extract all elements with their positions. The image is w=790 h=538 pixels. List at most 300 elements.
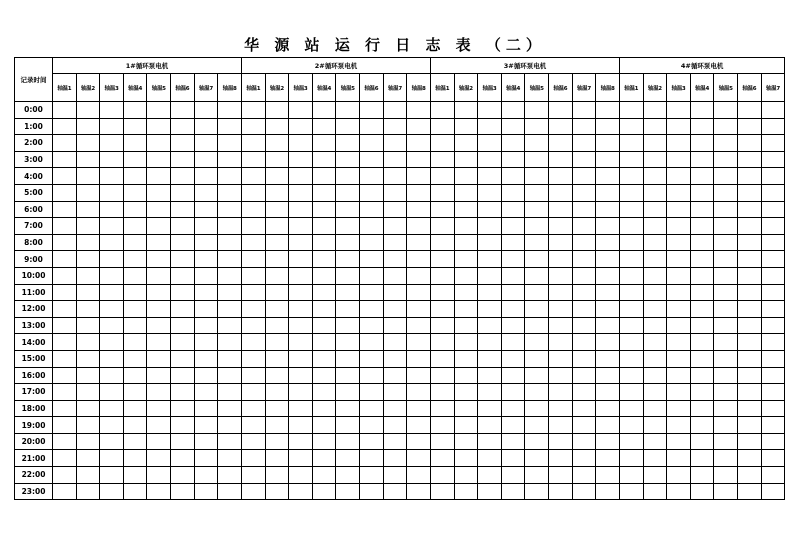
data-cell[interactable] xyxy=(667,417,691,434)
data-cell[interactable] xyxy=(383,467,407,484)
data-cell[interactable] xyxy=(336,184,360,201)
data-cell[interactable] xyxy=(53,184,77,201)
data-cell[interactable] xyxy=(241,301,265,318)
data-cell[interactable] xyxy=(714,301,738,318)
data-cell[interactable] xyxy=(194,234,218,251)
data-cell[interactable] xyxy=(690,284,714,301)
data-cell[interactable] xyxy=(407,234,431,251)
data-cell[interactable] xyxy=(501,135,525,152)
data-cell[interactable] xyxy=(690,251,714,268)
data-cell[interactable] xyxy=(123,483,147,500)
data-cell[interactable] xyxy=(312,400,336,417)
data-cell[interactable] xyxy=(53,102,77,119)
data-cell[interactable] xyxy=(241,417,265,434)
data-cell[interactable] xyxy=(714,317,738,334)
data-cell[interactable] xyxy=(147,102,171,119)
data-cell[interactable] xyxy=(619,417,643,434)
data-cell[interactable] xyxy=(549,251,573,268)
data-cell[interactable] xyxy=(265,184,289,201)
data-cell[interactable] xyxy=(194,384,218,401)
data-cell[interactable] xyxy=(218,450,242,467)
data-cell[interactable] xyxy=(643,483,667,500)
data-cell[interactable] xyxy=(241,267,265,284)
data-cell[interactable] xyxy=(761,301,785,318)
data-cell[interactable] xyxy=(643,184,667,201)
data-cell[interactable] xyxy=(265,301,289,318)
data-cell[interactable] xyxy=(596,102,620,119)
data-cell[interactable] xyxy=(76,135,100,152)
data-cell[interactable] xyxy=(430,450,454,467)
data-cell[interactable] xyxy=(265,284,289,301)
data-cell[interactable] xyxy=(360,400,384,417)
data-cell[interactable] xyxy=(147,118,171,135)
data-cell[interactable] xyxy=(454,317,478,334)
data-cell[interactable] xyxy=(430,118,454,135)
data-cell[interactable] xyxy=(596,151,620,168)
data-cell[interactable] xyxy=(194,450,218,467)
data-cell[interactable] xyxy=(407,251,431,268)
data-cell[interactable] xyxy=(525,251,549,268)
data-cell[interactable] xyxy=(100,350,124,367)
data-cell[interactable] xyxy=(218,334,242,351)
data-cell[interactable] xyxy=(171,301,195,318)
data-cell[interactable] xyxy=(619,400,643,417)
data-cell[interactable] xyxy=(194,433,218,450)
data-cell[interactable] xyxy=(525,483,549,500)
data-cell[interactable] xyxy=(194,102,218,119)
data-cell[interactable] xyxy=(501,267,525,284)
data-cell[interactable] xyxy=(478,384,502,401)
data-cell[interactable] xyxy=(383,168,407,185)
data-cell[interactable] xyxy=(383,201,407,218)
data-cell[interactable] xyxy=(690,367,714,384)
data-cell[interactable] xyxy=(76,234,100,251)
data-cell[interactable] xyxy=(407,201,431,218)
data-cell[interactable] xyxy=(478,400,502,417)
data-cell[interactable] xyxy=(643,450,667,467)
data-cell[interactable] xyxy=(761,350,785,367)
data-cell[interactable] xyxy=(407,467,431,484)
data-cell[interactable] xyxy=(76,267,100,284)
data-cell[interactable] xyxy=(407,334,431,351)
data-cell[interactable] xyxy=(123,135,147,152)
data-cell[interactable] xyxy=(289,433,313,450)
data-cell[interactable] xyxy=(312,467,336,484)
data-cell[interactable] xyxy=(667,118,691,135)
data-cell[interactable] xyxy=(643,151,667,168)
data-cell[interactable] xyxy=(241,433,265,450)
data-cell[interactable] xyxy=(312,450,336,467)
data-cell[interactable] xyxy=(218,317,242,334)
data-cell[interactable] xyxy=(549,367,573,384)
data-cell[interactable] xyxy=(407,417,431,434)
data-cell[interactable] xyxy=(312,135,336,152)
data-cell[interactable] xyxy=(596,367,620,384)
data-cell[interactable] xyxy=(171,201,195,218)
data-cell[interactable] xyxy=(643,168,667,185)
data-cell[interactable] xyxy=(714,201,738,218)
data-cell[interactable] xyxy=(714,218,738,235)
data-cell[interactable] xyxy=(501,483,525,500)
data-cell[interactable] xyxy=(549,334,573,351)
data-cell[interactable] xyxy=(478,433,502,450)
data-cell[interactable] xyxy=(525,267,549,284)
data-cell[interactable] xyxy=(53,301,77,318)
data-cell[interactable] xyxy=(454,118,478,135)
data-cell[interactable] xyxy=(501,168,525,185)
data-cell[interactable] xyxy=(53,118,77,135)
data-cell[interactable] xyxy=(738,267,762,284)
data-cell[interactable] xyxy=(549,102,573,119)
data-cell[interactable] xyxy=(549,467,573,484)
data-cell[interactable] xyxy=(171,251,195,268)
data-cell[interactable] xyxy=(714,284,738,301)
data-cell[interactable] xyxy=(336,334,360,351)
data-cell[interactable] xyxy=(478,334,502,351)
data-cell[interactable] xyxy=(53,334,77,351)
data-cell[interactable] xyxy=(690,102,714,119)
data-cell[interactable] xyxy=(289,417,313,434)
data-cell[interactable] xyxy=(667,184,691,201)
data-cell[interactable] xyxy=(454,284,478,301)
data-cell[interactable] xyxy=(549,234,573,251)
data-cell[interactable] xyxy=(289,234,313,251)
data-cell[interactable] xyxy=(360,218,384,235)
data-cell[interactable] xyxy=(549,301,573,318)
data-cell[interactable] xyxy=(147,317,171,334)
data-cell[interactable] xyxy=(738,168,762,185)
data-cell[interactable] xyxy=(100,251,124,268)
data-cell[interactable] xyxy=(667,334,691,351)
data-cell[interactable] xyxy=(596,467,620,484)
data-cell[interactable] xyxy=(596,384,620,401)
data-cell[interactable] xyxy=(194,400,218,417)
data-cell[interactable] xyxy=(643,284,667,301)
data-cell[interactable] xyxy=(596,135,620,152)
data-cell[interactable] xyxy=(761,234,785,251)
data-cell[interactable] xyxy=(100,417,124,434)
data-cell[interactable] xyxy=(596,433,620,450)
data-cell[interactable] xyxy=(218,118,242,135)
data-cell[interactable] xyxy=(194,168,218,185)
data-cell[interactable] xyxy=(76,118,100,135)
data-cell[interactable] xyxy=(265,417,289,434)
data-cell[interactable] xyxy=(738,317,762,334)
data-cell[interactable] xyxy=(312,433,336,450)
data-cell[interactable] xyxy=(572,433,596,450)
data-cell[interactable] xyxy=(218,301,242,318)
data-cell[interactable] xyxy=(501,151,525,168)
data-cell[interactable] xyxy=(619,450,643,467)
data-cell[interactable] xyxy=(690,433,714,450)
data-cell[interactable] xyxy=(360,450,384,467)
data-cell[interactable] xyxy=(171,483,195,500)
data-cell[interactable] xyxy=(194,417,218,434)
data-cell[interactable] xyxy=(714,384,738,401)
data-cell[interactable] xyxy=(171,234,195,251)
data-cell[interactable] xyxy=(596,184,620,201)
data-cell[interactable] xyxy=(241,218,265,235)
data-cell[interactable] xyxy=(572,350,596,367)
data-cell[interactable] xyxy=(265,201,289,218)
data-cell[interactable] xyxy=(100,102,124,119)
data-cell[interactable] xyxy=(643,334,667,351)
data-cell[interactable] xyxy=(194,301,218,318)
data-cell[interactable] xyxy=(312,118,336,135)
data-cell[interactable] xyxy=(549,184,573,201)
data-cell[interactable] xyxy=(76,433,100,450)
data-cell[interactable] xyxy=(53,317,77,334)
data-cell[interactable] xyxy=(360,168,384,185)
data-cell[interactable] xyxy=(123,400,147,417)
data-cell[interactable] xyxy=(289,483,313,500)
data-cell[interactable] xyxy=(761,384,785,401)
data-cell[interactable] xyxy=(383,334,407,351)
data-cell[interactable] xyxy=(667,102,691,119)
data-cell[interactable] xyxy=(171,317,195,334)
data-cell[interactable] xyxy=(336,201,360,218)
data-cell[interactable] xyxy=(100,201,124,218)
data-cell[interactable] xyxy=(572,467,596,484)
data-cell[interactable] xyxy=(312,234,336,251)
data-cell[interactable] xyxy=(265,118,289,135)
data-cell[interactable] xyxy=(501,234,525,251)
data-cell[interactable] xyxy=(360,433,384,450)
data-cell[interactable] xyxy=(690,234,714,251)
data-cell[interactable] xyxy=(596,251,620,268)
data-cell[interactable] xyxy=(596,450,620,467)
data-cell[interactable] xyxy=(123,467,147,484)
data-cell[interactable] xyxy=(572,201,596,218)
data-cell[interactable] xyxy=(383,284,407,301)
data-cell[interactable] xyxy=(336,350,360,367)
data-cell[interactable] xyxy=(147,450,171,467)
data-cell[interactable] xyxy=(454,450,478,467)
data-cell[interactable] xyxy=(218,433,242,450)
data-cell[interactable] xyxy=(383,483,407,500)
data-cell[interactable] xyxy=(360,201,384,218)
data-cell[interactable] xyxy=(289,184,313,201)
data-cell[interactable] xyxy=(360,483,384,500)
data-cell[interactable] xyxy=(407,433,431,450)
data-cell[interactable] xyxy=(241,400,265,417)
data-cell[interactable] xyxy=(454,201,478,218)
data-cell[interactable] xyxy=(147,367,171,384)
data-cell[interactable] xyxy=(478,350,502,367)
data-cell[interactable] xyxy=(478,218,502,235)
data-cell[interactable] xyxy=(714,450,738,467)
data-cell[interactable] xyxy=(478,284,502,301)
data-cell[interactable] xyxy=(478,102,502,119)
data-cell[interactable] xyxy=(336,102,360,119)
data-cell[interactable] xyxy=(147,184,171,201)
data-cell[interactable] xyxy=(714,234,738,251)
data-cell[interactable] xyxy=(714,433,738,450)
data-cell[interactable] xyxy=(478,317,502,334)
data-cell[interactable] xyxy=(761,317,785,334)
data-cell[interactable] xyxy=(360,367,384,384)
data-cell[interactable] xyxy=(430,251,454,268)
data-cell[interactable] xyxy=(123,367,147,384)
data-cell[interactable] xyxy=(667,483,691,500)
data-cell[interactable] xyxy=(761,400,785,417)
data-cell[interactable] xyxy=(667,135,691,152)
data-cell[interactable] xyxy=(360,467,384,484)
data-cell[interactable] xyxy=(147,234,171,251)
data-cell[interactable] xyxy=(596,118,620,135)
data-cell[interactable] xyxy=(123,267,147,284)
data-cell[interactable] xyxy=(619,483,643,500)
data-cell[interactable] xyxy=(289,151,313,168)
data-cell[interactable] xyxy=(171,350,195,367)
data-cell[interactable] xyxy=(265,168,289,185)
data-cell[interactable] xyxy=(454,433,478,450)
data-cell[interactable] xyxy=(336,301,360,318)
data-cell[interactable] xyxy=(123,118,147,135)
data-cell[interactable] xyxy=(501,317,525,334)
data-cell[interactable] xyxy=(714,135,738,152)
data-cell[interactable] xyxy=(194,367,218,384)
data-cell[interactable] xyxy=(53,483,77,500)
data-cell[interactable] xyxy=(383,102,407,119)
data-cell[interactable] xyxy=(171,367,195,384)
data-cell[interactable] xyxy=(76,251,100,268)
data-cell[interactable] xyxy=(218,135,242,152)
data-cell[interactable] xyxy=(525,384,549,401)
data-cell[interactable] xyxy=(454,251,478,268)
data-cell[interactable] xyxy=(643,384,667,401)
data-cell[interactable] xyxy=(241,334,265,351)
data-cell[interactable] xyxy=(501,184,525,201)
data-cell[interactable] xyxy=(572,483,596,500)
data-cell[interactable] xyxy=(123,168,147,185)
data-cell[interactable] xyxy=(549,267,573,284)
data-cell[interactable] xyxy=(360,102,384,119)
data-cell[interactable] xyxy=(312,417,336,434)
data-cell[interactable] xyxy=(407,384,431,401)
data-cell[interactable] xyxy=(289,334,313,351)
data-cell[interactable] xyxy=(53,400,77,417)
data-cell[interactable] xyxy=(53,251,77,268)
data-cell[interactable] xyxy=(312,483,336,500)
data-cell[interactable] xyxy=(478,151,502,168)
data-cell[interactable] xyxy=(596,201,620,218)
data-cell[interactable] xyxy=(572,301,596,318)
data-cell[interactable] xyxy=(336,284,360,301)
data-cell[interactable] xyxy=(123,317,147,334)
data-cell[interactable] xyxy=(123,102,147,119)
data-cell[interactable] xyxy=(454,135,478,152)
data-cell[interactable] xyxy=(76,151,100,168)
data-cell[interactable] xyxy=(690,350,714,367)
data-cell[interactable] xyxy=(360,118,384,135)
data-cell[interactable] xyxy=(336,467,360,484)
data-cell[interactable] xyxy=(454,168,478,185)
data-cell[interactable] xyxy=(619,118,643,135)
data-cell[interactable] xyxy=(289,301,313,318)
data-cell[interactable] xyxy=(265,433,289,450)
data-cell[interactable] xyxy=(549,433,573,450)
data-cell[interactable] xyxy=(572,334,596,351)
data-cell[interactable] xyxy=(265,467,289,484)
data-cell[interactable] xyxy=(218,201,242,218)
data-cell[interactable] xyxy=(383,301,407,318)
data-cell[interactable] xyxy=(336,118,360,135)
data-cell[interactable] xyxy=(123,433,147,450)
data-cell[interactable] xyxy=(383,450,407,467)
data-cell[interactable] xyxy=(761,467,785,484)
data-cell[interactable] xyxy=(312,317,336,334)
data-cell[interactable] xyxy=(218,168,242,185)
data-cell[interactable] xyxy=(76,317,100,334)
data-cell[interactable] xyxy=(289,467,313,484)
data-cell[interactable] xyxy=(265,483,289,500)
data-cell[interactable] xyxy=(572,118,596,135)
data-cell[interactable] xyxy=(194,284,218,301)
data-cell[interactable] xyxy=(454,267,478,284)
data-cell[interactable] xyxy=(171,467,195,484)
data-cell[interactable] xyxy=(619,301,643,318)
data-cell[interactable] xyxy=(289,251,313,268)
data-cell[interactable] xyxy=(383,118,407,135)
data-cell[interactable] xyxy=(336,367,360,384)
data-cell[interactable] xyxy=(76,417,100,434)
data-cell[interactable] xyxy=(714,367,738,384)
data-cell[interactable] xyxy=(312,201,336,218)
data-cell[interactable] xyxy=(667,168,691,185)
data-cell[interactable] xyxy=(194,218,218,235)
data-cell[interactable] xyxy=(572,267,596,284)
data-cell[interactable] xyxy=(667,367,691,384)
data-cell[interactable] xyxy=(336,267,360,284)
data-cell[interactable] xyxy=(147,400,171,417)
data-cell[interactable] xyxy=(667,467,691,484)
data-cell[interactable] xyxy=(360,135,384,152)
data-cell[interactable] xyxy=(525,184,549,201)
data-cell[interactable] xyxy=(147,301,171,318)
data-cell[interactable] xyxy=(265,400,289,417)
data-cell[interactable] xyxy=(690,483,714,500)
data-cell[interactable] xyxy=(289,450,313,467)
data-cell[interactable] xyxy=(549,201,573,218)
data-cell[interactable] xyxy=(383,234,407,251)
data-cell[interactable] xyxy=(123,234,147,251)
data-cell[interactable] xyxy=(241,251,265,268)
data-cell[interactable] xyxy=(572,168,596,185)
data-cell[interactable] xyxy=(690,450,714,467)
data-cell[interactable] xyxy=(289,135,313,152)
data-cell[interactable] xyxy=(714,251,738,268)
data-cell[interactable] xyxy=(525,151,549,168)
data-cell[interactable] xyxy=(596,334,620,351)
data-cell[interactable] xyxy=(100,400,124,417)
data-cell[interactable] xyxy=(738,301,762,318)
data-cell[interactable] xyxy=(572,251,596,268)
data-cell[interactable] xyxy=(76,483,100,500)
data-cell[interactable] xyxy=(761,251,785,268)
data-cell[interactable] xyxy=(619,317,643,334)
data-cell[interactable] xyxy=(194,334,218,351)
data-cell[interactable] xyxy=(619,168,643,185)
data-cell[interactable] xyxy=(430,334,454,351)
data-cell[interactable] xyxy=(76,168,100,185)
data-cell[interactable] xyxy=(501,201,525,218)
data-cell[interactable] xyxy=(643,301,667,318)
data-cell[interactable] xyxy=(596,284,620,301)
data-cell[interactable] xyxy=(100,317,124,334)
data-cell[interactable] xyxy=(336,135,360,152)
data-cell[interactable] xyxy=(549,151,573,168)
